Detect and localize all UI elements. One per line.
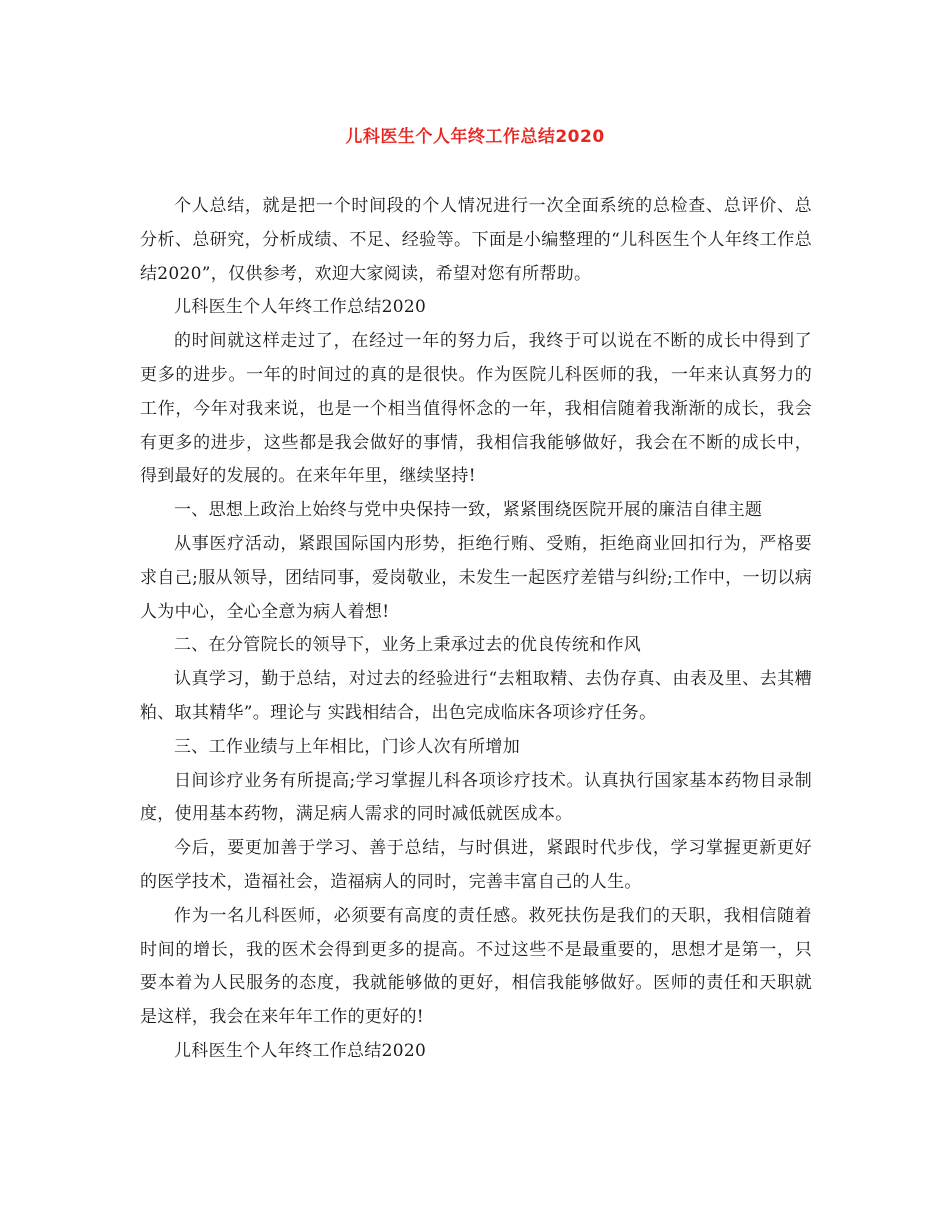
document-body <box>140 190 812 1069</box>
section-heading-2: 二、在分管院长的领导下，业务上秉承过去的优良传统和作风 <box>174 635 642 656</box>
paragraph-section-3: 日间诊疗业务有所提高;学习掌握儿科各项诊疗技术。认真执行国家基本药物目录制度，使用基本药物，满足病人需求的同时减低就医成本。 <box>140 770 812 825</box>
paragraph-section-1: 从事医疗活动，紧跟国际国内形势，拒绝行贿、受贿，拒绝商业回扣行为，严格要求自己;服从领导，团结同事，爱岗敬业，未发生一起医疗差错与纠纷;工作中，一切以病人为中心，全心全意为病人着想! <box>140 533 812 622</box>
paragraph-intro: 个人总结，就是把一个时间段的个人情况进行一次全面系统的总检查、总评价、总分析、总研究，分析成绩、不足、经验等。下面是小编整理的“儿科医生个人年终工作总结2020”，仅供参考，欢迎大家阅读，希望对您有所帮助。 <box>140 196 812 284</box>
paragraph-section-2: 认真学习，勤于总结，对过去的经验进行“去粗取精、去伪存真、由表及里、去其糟粕、取其精华”。理论与 实践相结合，出色完成临床各项诊疗任务。 <box>140 669 812 723</box>
paragraph-future: 今后，要更加善于学习、善于总结，与时俱进，紧跟时代步伐，学习掌握更新更好的医学技术，造福社会，造福病人的同时，完善丰富自己的人生。 <box>140 838 812 892</box>
paragraph-opening: 的时间就这样走过了，在经过一年的努力后，我终于可以说在不断的成长中得到了更多的进步。一年的时间过的真的是很快。作为医院儿科医师的我，一年来认真努力的工作，今年对我来说，也是一个相当值得怀念的一年，我相信随着我渐渐的成长，我会有更多的进步，这些都是我会做好的事情，我相信我能够做好，我会在不断的成长中，得到最好的发展的。在来年年里，继续坚持! <box>140 331 812 487</box>
section-heading-3: 三、工作业绩与上年相比，门诊人次有所增加 <box>174 736 520 757</box>
section-heading-1: 一、思想上政治上始终与党中央保持一致，紧紧围绕医院开展的廉洁自律主题 <box>174 500 763 521</box>
paragraph-subtitle: 儿科医生个人年终工作总结2020 <box>174 297 427 318</box>
paragraph-subtitle-repeat: 儿科医生个人年终工作总结2020 <box>174 1040 427 1061</box>
paragraph-responsibility: 作为一名儿科医师，必须要有高度的责任感。救死扶伤是我们的天职，我相信随着时间的增长，我的医术会得到更多的提高。不过这些不是最重要的，思想才是第一，只要本着为人民服务的态度，我就能够做的更好，相信我能够做好。医师的责任和天职就是这样，我会在来年年工作的更好的! <box>140 905 812 1028</box>
document-title: 儿科医生个人年终工作总结2020 <box>345 127 605 147</box>
